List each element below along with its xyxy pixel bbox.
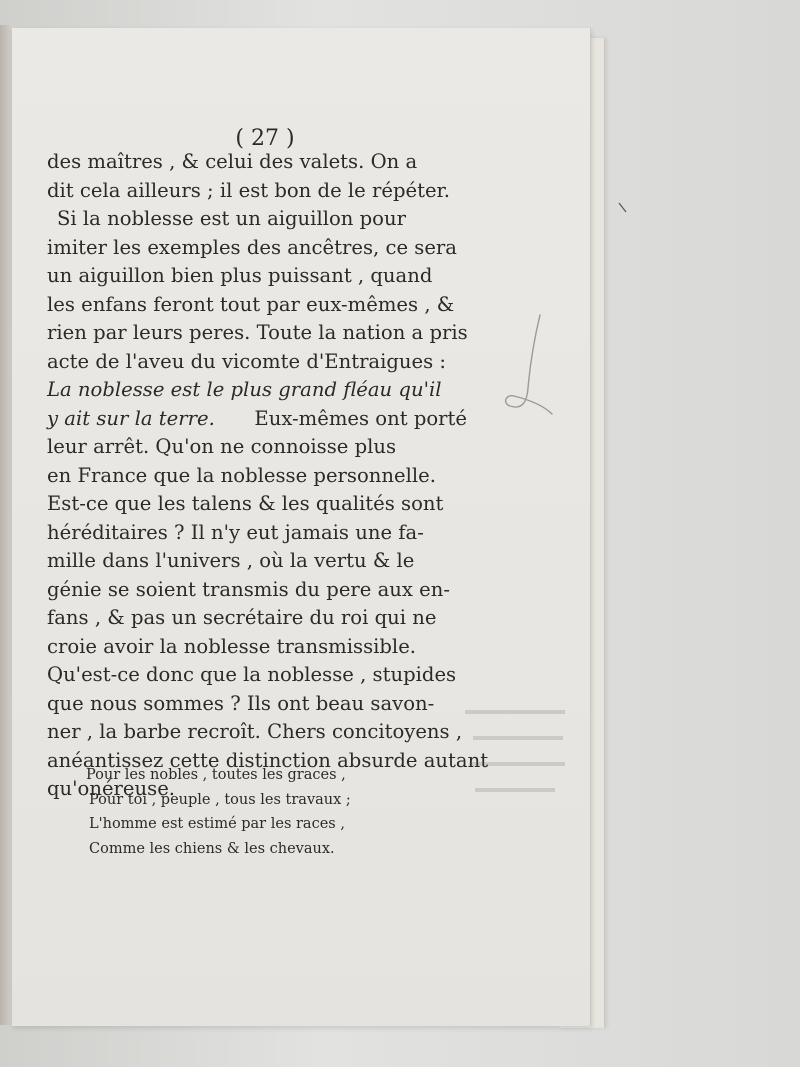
italic-quote-end: y ait sur la terre. [47, 406, 215, 430]
text-line-12: en France que la noblesse personnelle. [47, 463, 436, 487]
stray-mark [618, 202, 628, 214]
text-line-19: Qu'est-ce donc que la noblesse , stupides [47, 663, 457, 686]
text-line-11: leur arrêt. Qu'on ne connoisse plus [47, 435, 397, 458]
text-line-18: croie avoir la noblesse transmissible. [47, 634, 417, 658]
verse-line-2: Pour toi , peuple , tous les travaux ; [89, 791, 351, 808]
text-line-22: anéantissez cette distinction absurde autant [47, 748, 489, 772]
page-body-text [47, 148, 489, 804]
text-line-15: mille dans l'univers , où la vertu & le [47, 549, 415, 572]
text-line-10-rest: Eux-mêmes ont porté [254, 406, 467, 430]
verse-line-1: Pour les nobles , toutes les graces , [86, 767, 346, 783]
pencil-annotation-mark [500, 310, 560, 420]
text-line-2: dit cela ailleurs ; il est bon de le répéter. [47, 178, 451, 202]
text-line-4: imiter les exemples des ancêtres, ce sera [47, 235, 457, 259]
text-line-10 [47, 405, 467, 434]
text-line-9-italic-quote: La noblesse est le plus grand fléau qu'il [47, 378, 442, 401]
verse-line-3: L'homme est estimé par les races , [89, 816, 345, 832]
text-line-14: héréditaires ? Il n'y eut jamais une fa- [47, 520, 424, 544]
text-line-21: ner , la barbe recroît. Chers concitoyens , [47, 720, 463, 743]
text-line-23: qu'onéreuse. [47, 777, 176, 800]
text-line-7: rien par leurs peres. Toute la nation a pris [47, 321, 468, 344]
page-number: ( 27 ) [235, 126, 295, 151]
text-line-17: fans , & pas un secrétaire du roi qui ne [47, 606, 437, 629]
text-line-20: que nous sommes ? Ils ont beau savon- [47, 691, 435, 715]
verse-line-4: Comme les chiens & les chevaux. [89, 840, 335, 857]
verse-block [86, 763, 406, 861]
text-line-1: des maîtres , & celui des valets. On a [47, 150, 418, 173]
ink-show-through [455, 700, 575, 820]
text-line-13: Est-ce que les talens & les qualités sont [47, 492, 444, 515]
text-line-5: un aiguillon bien plus puissant , quand [47, 264, 433, 287]
text-line-16: génie se soient transmis du pere aux en- [47, 577, 451, 601]
text-line-8: acte de l'aveu du vicomte d'Entraigues : [47, 349, 447, 373]
text-line-3: Si la noblesse est un aiguillon pour [57, 207, 406, 230]
text-line-6: les enfans feront tout par eux-mêmes , & [47, 292, 455, 316]
